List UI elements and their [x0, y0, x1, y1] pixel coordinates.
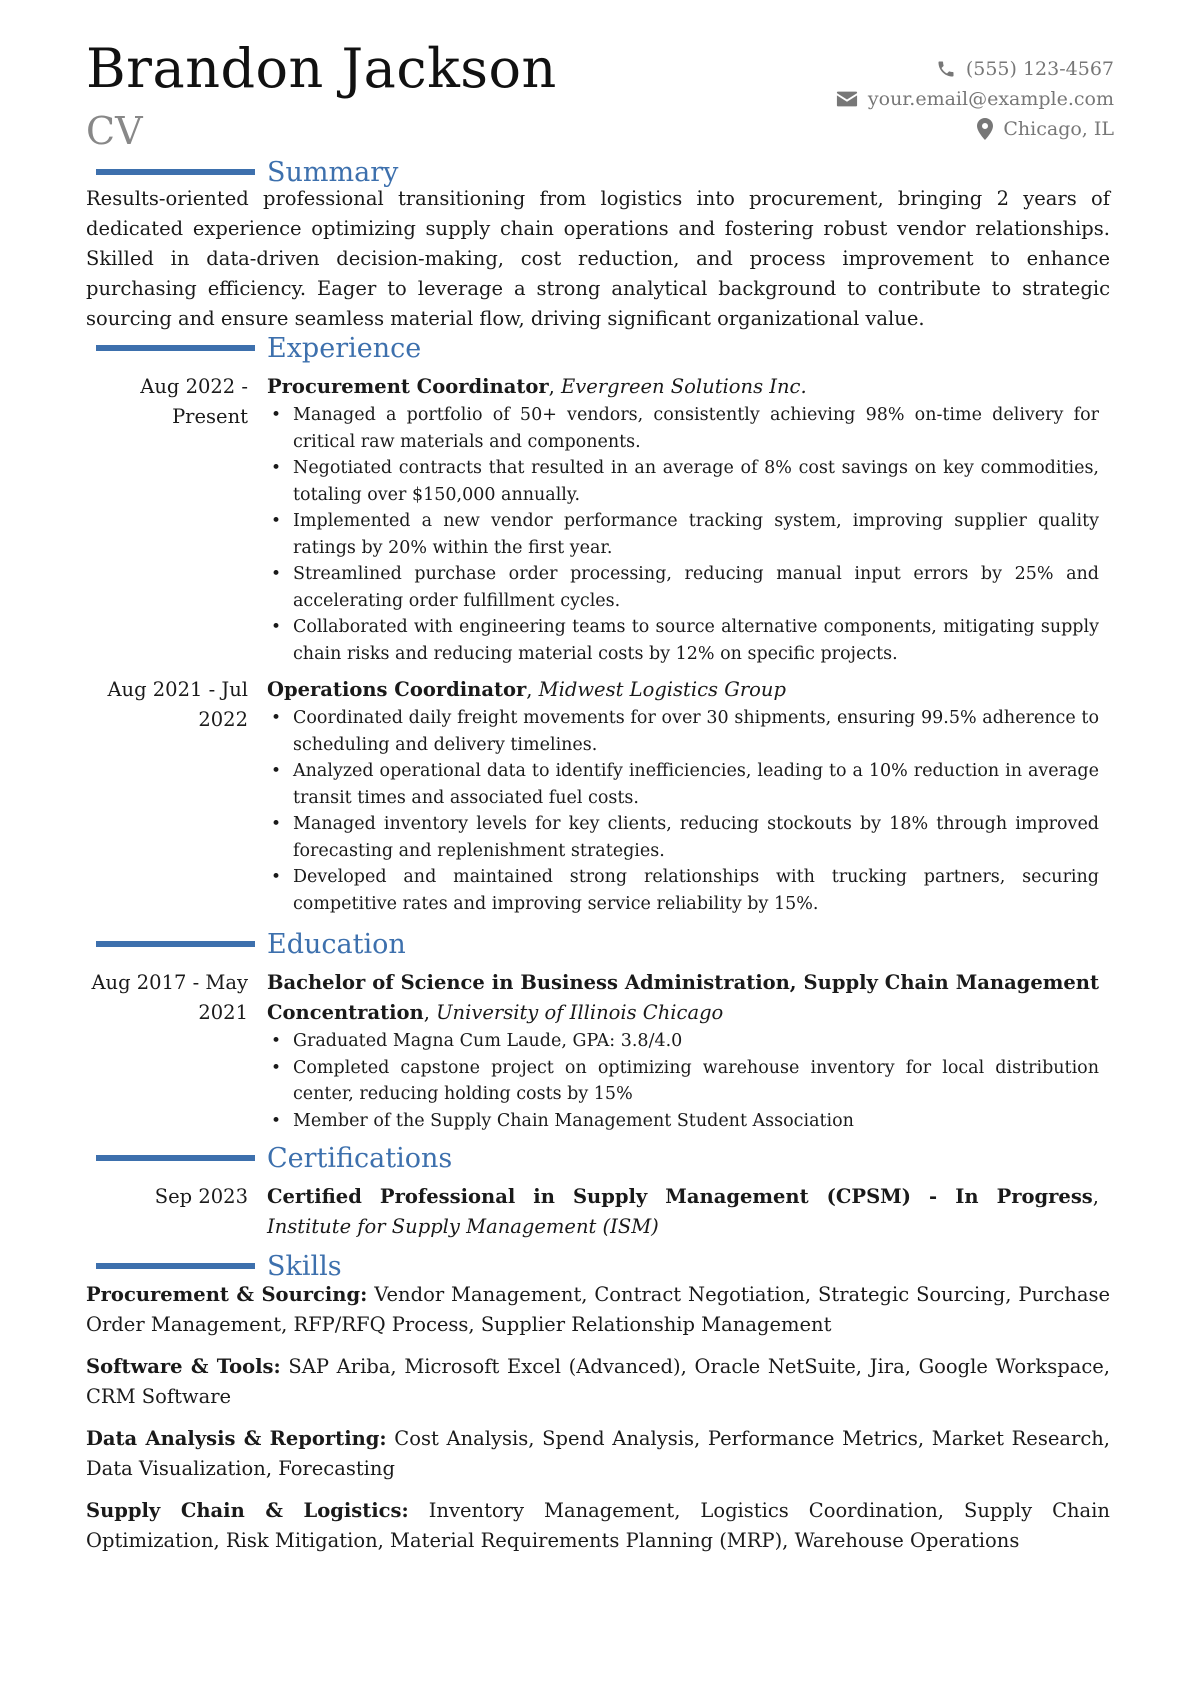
- entry-title: Operations Coordinator, Midwest Logistics Group: [267, 678, 786, 701]
- skill-group: [86, 1280, 1110, 1340]
- document-subtitle: CV: [86, 109, 143, 153]
- certifications-section-header: [0, 1142, 1190, 1176]
- contact-email: [836, 84, 1114, 114]
- list-item: • Negotiated contracts that resulted in an average of 8% cost savings on key commodities, totaling over $150,000 annually.: [267, 455, 1099, 508]
- education-title: Education: [267, 929, 406, 960]
- entry-body: [267, 968, 1099, 1134]
- phone-icon: [936, 59, 956, 79]
- skill-group-items: Inventory Management, Logistics Coordination, Supply Chain Optimization, Risk Mitigation, Material Requirements Planning (MRP), Warehouse Operations: [86, 1499, 1110, 1552]
- summary-text: Results-oriented professional transitioning from logistics into procurement, bringing 2 years of dedicated experience optimizing supply chain operations and fostering robust vendor relationships. Skilled in data-driven decision-making, cost reduction, and process improvement to enhance purchasing efficiency. Eager to leverage a strong analytical background to contribute to strategic sourcing and ensure seamless material flow, driving significant organizational value.: [86, 187, 1110, 330]
- section-accent-bar: [96, 1155, 255, 1161]
- skill-group-label: Supply Chain & Logistics:: [86, 1499, 409, 1522]
- email-link[interactable]: your.email@example.com: [867, 88, 1114, 110]
- list-item: • Collaborated with engineering teams to source alternative components, mitigating supply chain risks and reducing material costs by 12% on specific projects.: [267, 614, 1099, 667]
- list-item: • Member of the Supply Chain Management Student Association: [267, 1108, 1099, 1135]
- job-company: Midwest Logistics Group: [538, 678, 786, 701]
- list-item: • Implemented a new vendor performance tracking system, improving supplier quality ratings by 20% within the first year.: [267, 508, 1099, 561]
- bullet-list: [267, 705, 1099, 917]
- list-item: • Graduated Magna Cum Laude, GPA: 3.8/4.0: [267, 1028, 1099, 1055]
- envelope-icon: [836, 90, 858, 108]
- job-role: Operations Coordinator: [267, 678, 527, 701]
- skills-section-header: [0, 1250, 1190, 1284]
- entry-body: [267, 675, 1099, 917]
- contact-phone: [836, 54, 1114, 84]
- contact-location: [836, 114, 1114, 144]
- section-accent-bar: [96, 941, 255, 947]
- experience-section-header: [0, 332, 1190, 366]
- entry-date: Aug 2021 - Jul 2022: [107, 678, 248, 731]
- job-company: Evergreen Solutions Inc.: [561, 375, 807, 398]
- list-item: • Streamlined purchase order processing, reducing manual input errors by 25% and accelerating order fulfillment cycles.: [267, 561, 1099, 614]
- skill-group-label: Software & Tools:: [86, 1355, 281, 1378]
- bullet-list: [267, 1028, 1099, 1134]
- summary-title: Summary: [267, 157, 399, 188]
- bullet-list: [267, 402, 1099, 667]
- map-pin-icon: [977, 118, 993, 140]
- entry-date: Sep 2023: [154, 1185, 248, 1208]
- list-item: • Developed and maintained strong relationships with trucking partners, securing competitive rates and improving service reliability by 15%.: [267, 864, 1099, 917]
- skill-group-items: Cost Analysis, Spend Analysis, Performance Metrics, Market Research, Data Visualization, Forecasting: [86, 1427, 1110, 1480]
- entry-date: Aug 2022 - Present: [140, 375, 248, 428]
- list-item: • Managed inventory levels for key clients, reducing stockouts by 18% through improved forecasting and replenishment strategies.: [267, 811, 1099, 864]
- location-text: Chicago, IL: [1003, 118, 1114, 140]
- skill-group: [86, 1496, 1110, 1556]
- skill-group-label: Data Analysis & Reporting:: [86, 1427, 387, 1450]
- entry-date: Aug 2017 - May 2021: [91, 971, 248, 1024]
- list-item: • Completed capstone project on optimizing warehouse inventory for local distribution center, reducing holding costs by 15%: [267, 1055, 1099, 1108]
- list-item: • Managed a portfolio of 50+ vendors, consistently achieving 98% on-time delivery for critical raw materials and components.: [267, 402, 1099, 455]
- skill-group: [86, 1424, 1110, 1484]
- job-role: Procurement Coordinator: [267, 375, 549, 398]
- degree-name: Bachelor of Science in Business Administration, Supply Chain Management Concentration: [267, 971, 1099, 1024]
- education-section-header: [0, 928, 1190, 962]
- list-item: • Coordinated daily freight movements for over 30 shipments, ensuring 99.5% adherence to scheduling and delivery timelines.: [267, 705, 1099, 758]
- skills-title: Skills: [267, 1251, 342, 1282]
- skill-group-label: Procurement & Sourcing:: [86, 1283, 368, 1306]
- skill-group-items: Vendor Management, Contract Negotiation, Strategic Sourcing, Purchase Order Management, RFP/RFQ Process, Supplier Relationship Management: [86, 1283, 1110, 1336]
- phone-text: (555) 123-4567: [965, 58, 1114, 80]
- entry-body: [267, 1182, 1099, 1242]
- experience-title: Experience: [267, 333, 422, 364]
- skill-group: [86, 1352, 1110, 1412]
- entry-title: Procurement Coordinator, Evergreen Solutions Inc.: [267, 375, 807, 398]
- entry-title: Bachelor of Science in Business Administration, Supply Chain Management Concentration, University of Illinois Chicago: [267, 971, 1099, 1024]
- contact-block: [836, 54, 1114, 144]
- certifications-title: Certifications: [267, 1143, 453, 1174]
- certification-name: Certified Professional in Supply Management (CPSM) - In Progress: [267, 1185, 1093, 1208]
- section-accent-bar: [96, 345, 255, 351]
- entry-body: [267, 372, 1099, 667]
- certification-issuer: Institute for Supply Management (ISM): [267, 1215, 659, 1238]
- list-item: • Analyzed operational data to identify inefficiencies, leading to a 10% reduction in average transit times and associated fuel costs.: [267, 758, 1099, 811]
- candidate-name: Brandon Jackson: [86, 37, 557, 100]
- section-accent-bar: [96, 169, 255, 175]
- entry-title: Certified Professional in Supply Management (CPSM) - In Progress, Institute for Supply Management (ISM): [267, 1185, 1099, 1238]
- section-accent-bar: [96, 1263, 255, 1269]
- school-name: University of Illinois Chicago: [436, 1001, 724, 1024]
- skill-group-items: SAP Ariba, Microsoft Excel (Advanced), Oracle NetSuite, Jira, Google Workspace, CRM Software: [86, 1355, 1111, 1408]
